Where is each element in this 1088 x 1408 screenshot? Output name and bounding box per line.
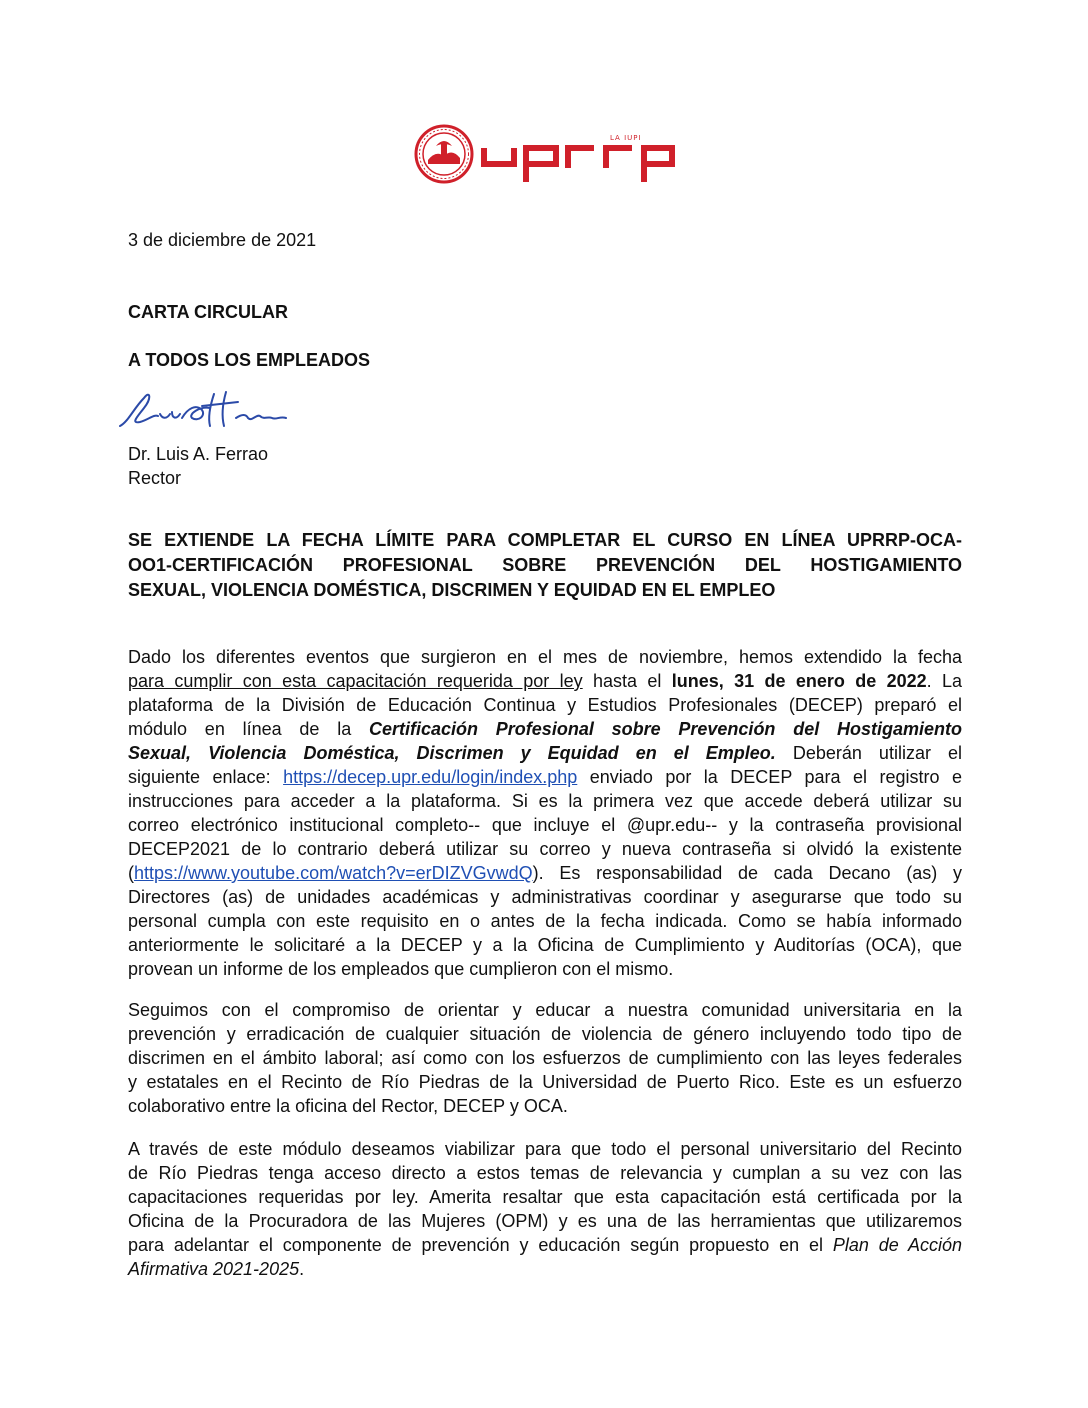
text-span: ( <box>128 863 134 883</box>
text-line: correo electrónico institucional completo-- que incluye el @upr.edu-- y la contraseña provisional <box>128 815 962 835</box>
text-line <box>128 741 962 765</box>
subject-line: SEXUAL, VIOLENCIA DOMÉSTICA, DISCRIMEN Y EQUIDAD EN EL EMPLEO <box>128 580 776 600</box>
text-line: anteriormente le solicitaré a la DECEP y a la Oficina de Cumplimiento y Auditorías (OCA), que <box>128 935 962 955</box>
text-span: hasta el <box>582 671 672 691</box>
decep-login-link[interactable]: https://decep.upr.edu/login/index.php <box>283 767 578 787</box>
text-line <box>128 1257 962 1281</box>
text-line: DECEP2021 de lo contrario deberá utilizar su correo y nueva contraseña si olvidó la existente <box>128 839 962 859</box>
text-line: capacitaciones requeridas por ley. Amerita resaltar que esta capacitación está certificada por la <box>128 1187 962 1207</box>
text-line: discrimen en el ámbito laboral; así como con los esfuerzos de cumplimiento con las leyes federales <box>128 1048 962 1068</box>
text-span: para adelantar el componente de prevención y educación según propuesto en el <box>128 1235 833 1255</box>
circular-label: CARTA CIRCULAR <box>128 302 288 322</box>
text-line: y estatales en el Recinto de Río Piedras de la Universidad de Puerto Rico. Este es un esfuerzo <box>128 1072 962 1092</box>
svg-text:LA IUPI: LA IUPI <box>610 134 642 142</box>
text-line: Seguimos con el compromiso de orientar y educar a nuestra comunidad universitaria en la <box>128 1000 962 1020</box>
plan-title: Plan de Acción <box>832 1235 962 1255</box>
paragraph-2 <box>128 998 962 1118</box>
text-span: módulo en línea de la <box>128 719 369 739</box>
paragraph-3 <box>128 1137 962 1281</box>
plan-title: Afirmativa 2021-2025 <box>128 1259 300 1279</box>
text-line: colaborativo entre la oficina del Rector, DECEP y OCA. <box>128 1096 568 1116</box>
text-line: A través de este módulo deseamos viabilizar para que todo el personal universitario del Recinto <box>128 1139 962 1159</box>
text-span: . La <box>926 671 962 691</box>
text-line: plataforma de la División de Educación Continua y Estudios Profesionales (DECEP) preparó el <box>128 695 962 715</box>
text-line <box>128 669 962 693</box>
letter-date: 3 de diciembre de 2021 <box>128 230 317 250</box>
signer-block <box>128 442 268 490</box>
text-line: Oficina de la Procuradora de las Mujeres (OPM) y es una de las herramientas que utilizaremos <box>128 1211 962 1231</box>
text-line: personal cumpla con este requisito en o antes de la fecha indicada. Como se había informado <box>128 911 962 931</box>
deadline-date: lunes, 31 de enero de 2022 <box>671 671 927 691</box>
signer-title: Rector <box>128 468 182 488</box>
text-line: prevención y erradicación de cualquier situación de violencia de género incluyendo todo tipo de <box>128 1024 962 1044</box>
recipients: A TODOS LOS EMPLEADOS <box>128 350 371 370</box>
underlined-text: para cumplir con esta capacitación requerida por ley <box>128 671 583 691</box>
text-line <box>128 765 962 789</box>
signer-name: Dr. Luis A. Ferrao <box>128 444 269 464</box>
text-span: Deberán utilizar el <box>775 743 962 763</box>
text-line <box>128 861 962 885</box>
text-line: Dado los diferentes eventos que surgieron en el mes de noviembre, hemos extendido la fecha <box>128 647 962 667</box>
uprrp-logo <box>414 124 676 196</box>
subject-heading <box>128 528 962 603</box>
text-span: siguiente enlace: <box>128 767 284 787</box>
text-span: . <box>299 1259 305 1279</box>
signature-image <box>110 378 310 442</box>
youtube-link[interactable]: https://www.youtube.com/watch?v=erDIZVGvwdQ <box>134 863 533 883</box>
course-title: Sexual, Violencia Doméstica, Discrimen y Equidad en el Empleo. <box>128 743 776 763</box>
text-line <box>128 717 962 741</box>
text-line: provean un informe de los empleados que cumplieron con el mismo. <box>128 959 674 979</box>
paragraph-1 <box>128 645 962 981</box>
text-line: Directores (as) de unidades académicas y administrativas coordinar y asegurarse que todo su <box>128 887 962 907</box>
text-line: de Río Piedras tenga acceso directo a estos temas de relevancia y cumplan a su vez con las <box>128 1163 962 1183</box>
text-span: enviado por la DECEP para el registro e <box>577 767 962 787</box>
text-span: ). Es responsabilidad de cada Decano (as) y <box>532 863 962 883</box>
text-line: instrucciones para acceder a la plataforma. Si es la primera vez que accede deberá utilizar su <box>128 791 962 811</box>
course-title: Certificación Profesional sobre Prevención del Hostigamiento <box>369 719 962 739</box>
text-line <box>128 1233 962 1257</box>
subject-line: OO1-CERTIFICACIÓN PROFESIONAL SOBRE PREVENCIÓN DEL HOSTIGAMIENTO <box>128 555 962 575</box>
subject-line: SE EXTIENDE LA FECHA LÍMITE PARA COMPLETAR EL CURSO EN LÍNEA UPRRP-OCA- <box>128 530 962 550</box>
